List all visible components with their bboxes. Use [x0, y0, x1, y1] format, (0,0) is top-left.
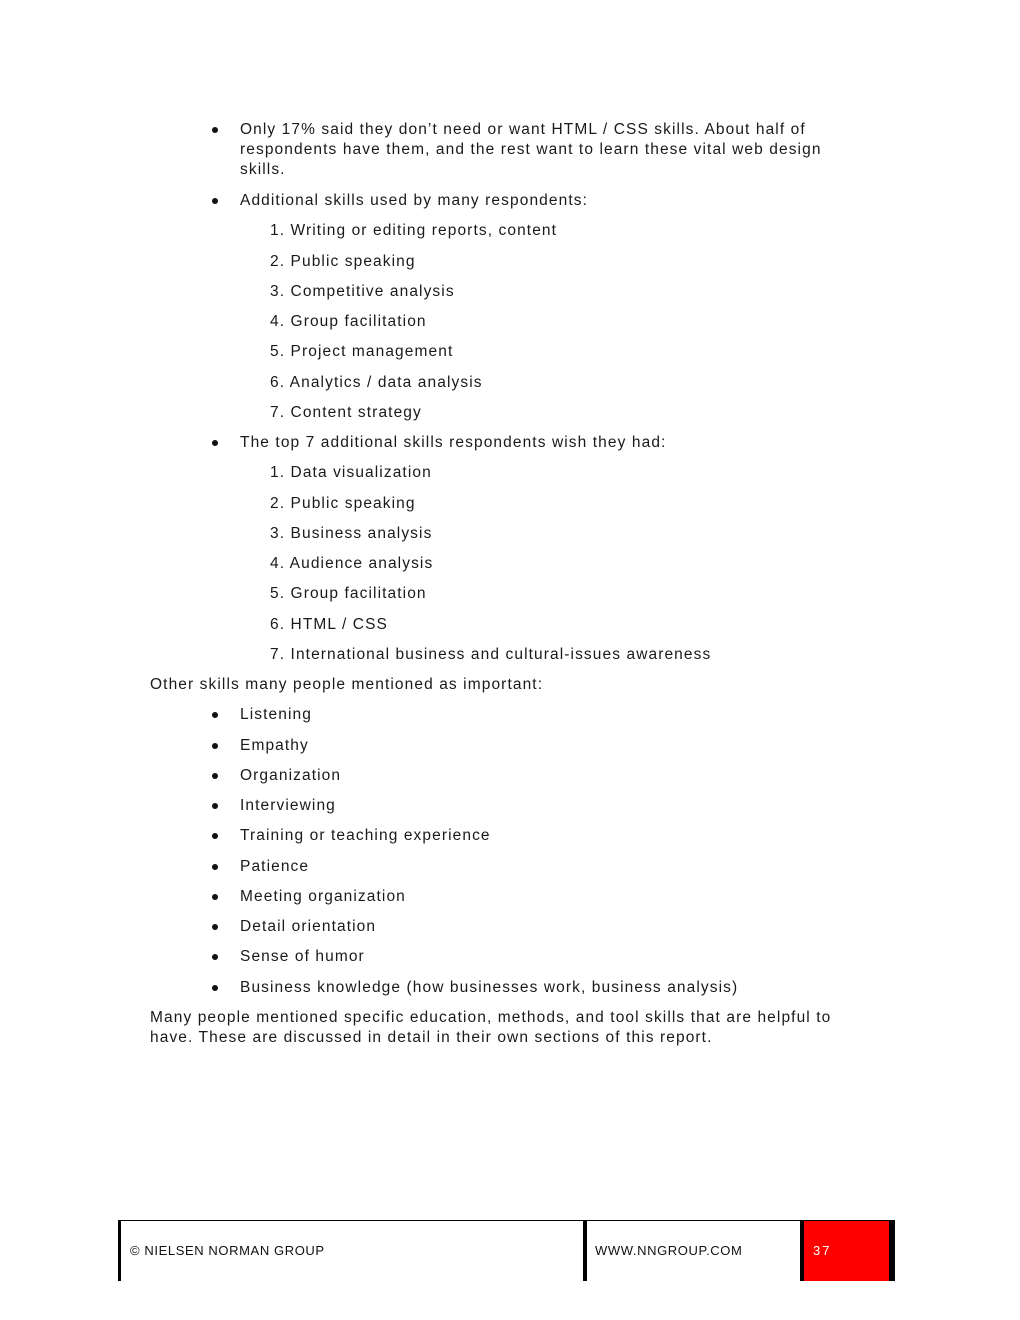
list-item: 3. Competitive analysis — [270, 283, 455, 300]
bullet-text: Sense of humor — [240, 948, 365, 965]
list-item — [240, 796, 336, 816]
list-item: 6. Analytics / data analysis — [270, 374, 483, 391]
page-number: 37 — [813, 1243, 832, 1258]
bullet-icon — [212, 985, 218, 991]
bullet-text: Detail orientation — [240, 918, 377, 935]
bullet-text: Training or teaching experience — [240, 827, 491, 844]
bullet-icon — [212, 198, 218, 204]
bullet-icon — [212, 712, 218, 718]
list-item — [240, 887, 406, 907]
bullet-text: Empathy — [240, 737, 309, 754]
list-item: 1. Data visualization — [270, 464, 432, 481]
list-item: 5. Project management — [270, 343, 454, 360]
page-footer — [118, 1220, 895, 1281]
footer-divider — [583, 1221, 587, 1281]
bullet-icon — [212, 894, 218, 900]
bullet-icon — [212, 773, 218, 779]
list-item: 6. HTML / CSS — [270, 616, 388, 633]
list-item — [240, 947, 365, 967]
list-item: 4. Group facilitation — [270, 313, 427, 330]
bullet-icon — [212, 924, 218, 930]
list-item — [240, 705, 312, 725]
list-item: 4. Audience analysis — [270, 555, 434, 572]
closing-paragraph: Many people mentioned specific education, methods, and tool skills that are helpful to have. These are discussed in detail in their own sections of this report. — [150, 1009, 832, 1046]
footer-divider — [118, 1221, 121, 1281]
list-item: 1. Writing or editing reports, content — [270, 222, 558, 239]
bullet-icon — [212, 864, 218, 870]
bullet-text: Additional skills used by many respondents: — [240, 192, 588, 209]
bullet-wished-skills — [240, 433, 860, 453]
bullet-icon — [212, 127, 218, 133]
list-item: 2. Public speaking — [270, 253, 416, 270]
bullet-icon — [212, 440, 218, 446]
bullet-text: Organization — [240, 767, 342, 784]
list-item — [240, 978, 738, 998]
footer-copyright: © NIELSEN NORMAN GROUP — [130, 1243, 325, 1258]
list-item: 5. Group facilitation — [270, 585, 427, 602]
list-item — [240, 826, 491, 846]
list-item — [240, 766, 341, 786]
bullet-text: Meeting organization — [240, 888, 406, 905]
other-skills-intro: Other skills many people mentioned as important: — [150, 676, 544, 693]
bullet-text: Interviewing — [240, 797, 336, 814]
bullet-text: Only 17% said they don’t need or want HTML / CSS skills. About half of respondents have them, and the rest want to learn these vital web design skills. — [240, 121, 822, 178]
list-item — [240, 857, 309, 877]
bullet-text: The top 7 additional skills respondents wish they had: — [240, 434, 667, 451]
bullet-icon — [212, 803, 218, 809]
bullet-html-css — [240, 120, 840, 180]
footer-divider — [889, 1221, 895, 1281]
list-item — [240, 917, 376, 937]
list-item: 7. International business and cultural-issues awareness — [270, 646, 712, 663]
footer-website-link[interactable]: WWW.NNGROUP.COM — [595, 1243, 743, 1258]
bullet-text: Business knowledge (how businesses work, business analysis) — [240, 979, 739, 996]
list-item: 2. Public speaking — [270, 495, 416, 512]
bullet-text: Listening — [240, 706, 312, 723]
bullet-text: Patience — [240, 858, 310, 875]
list-item: 3. Business analysis — [270, 525, 433, 542]
bullet-icon — [212, 833, 218, 839]
footer-divider — [800, 1221, 804, 1281]
list-item: 7. Content strategy — [270, 404, 422, 421]
bullet-icon — [212, 954, 218, 960]
list-item — [240, 736, 309, 756]
bullet-additional-skills — [240, 191, 860, 211]
bullet-icon — [212, 743, 218, 749]
